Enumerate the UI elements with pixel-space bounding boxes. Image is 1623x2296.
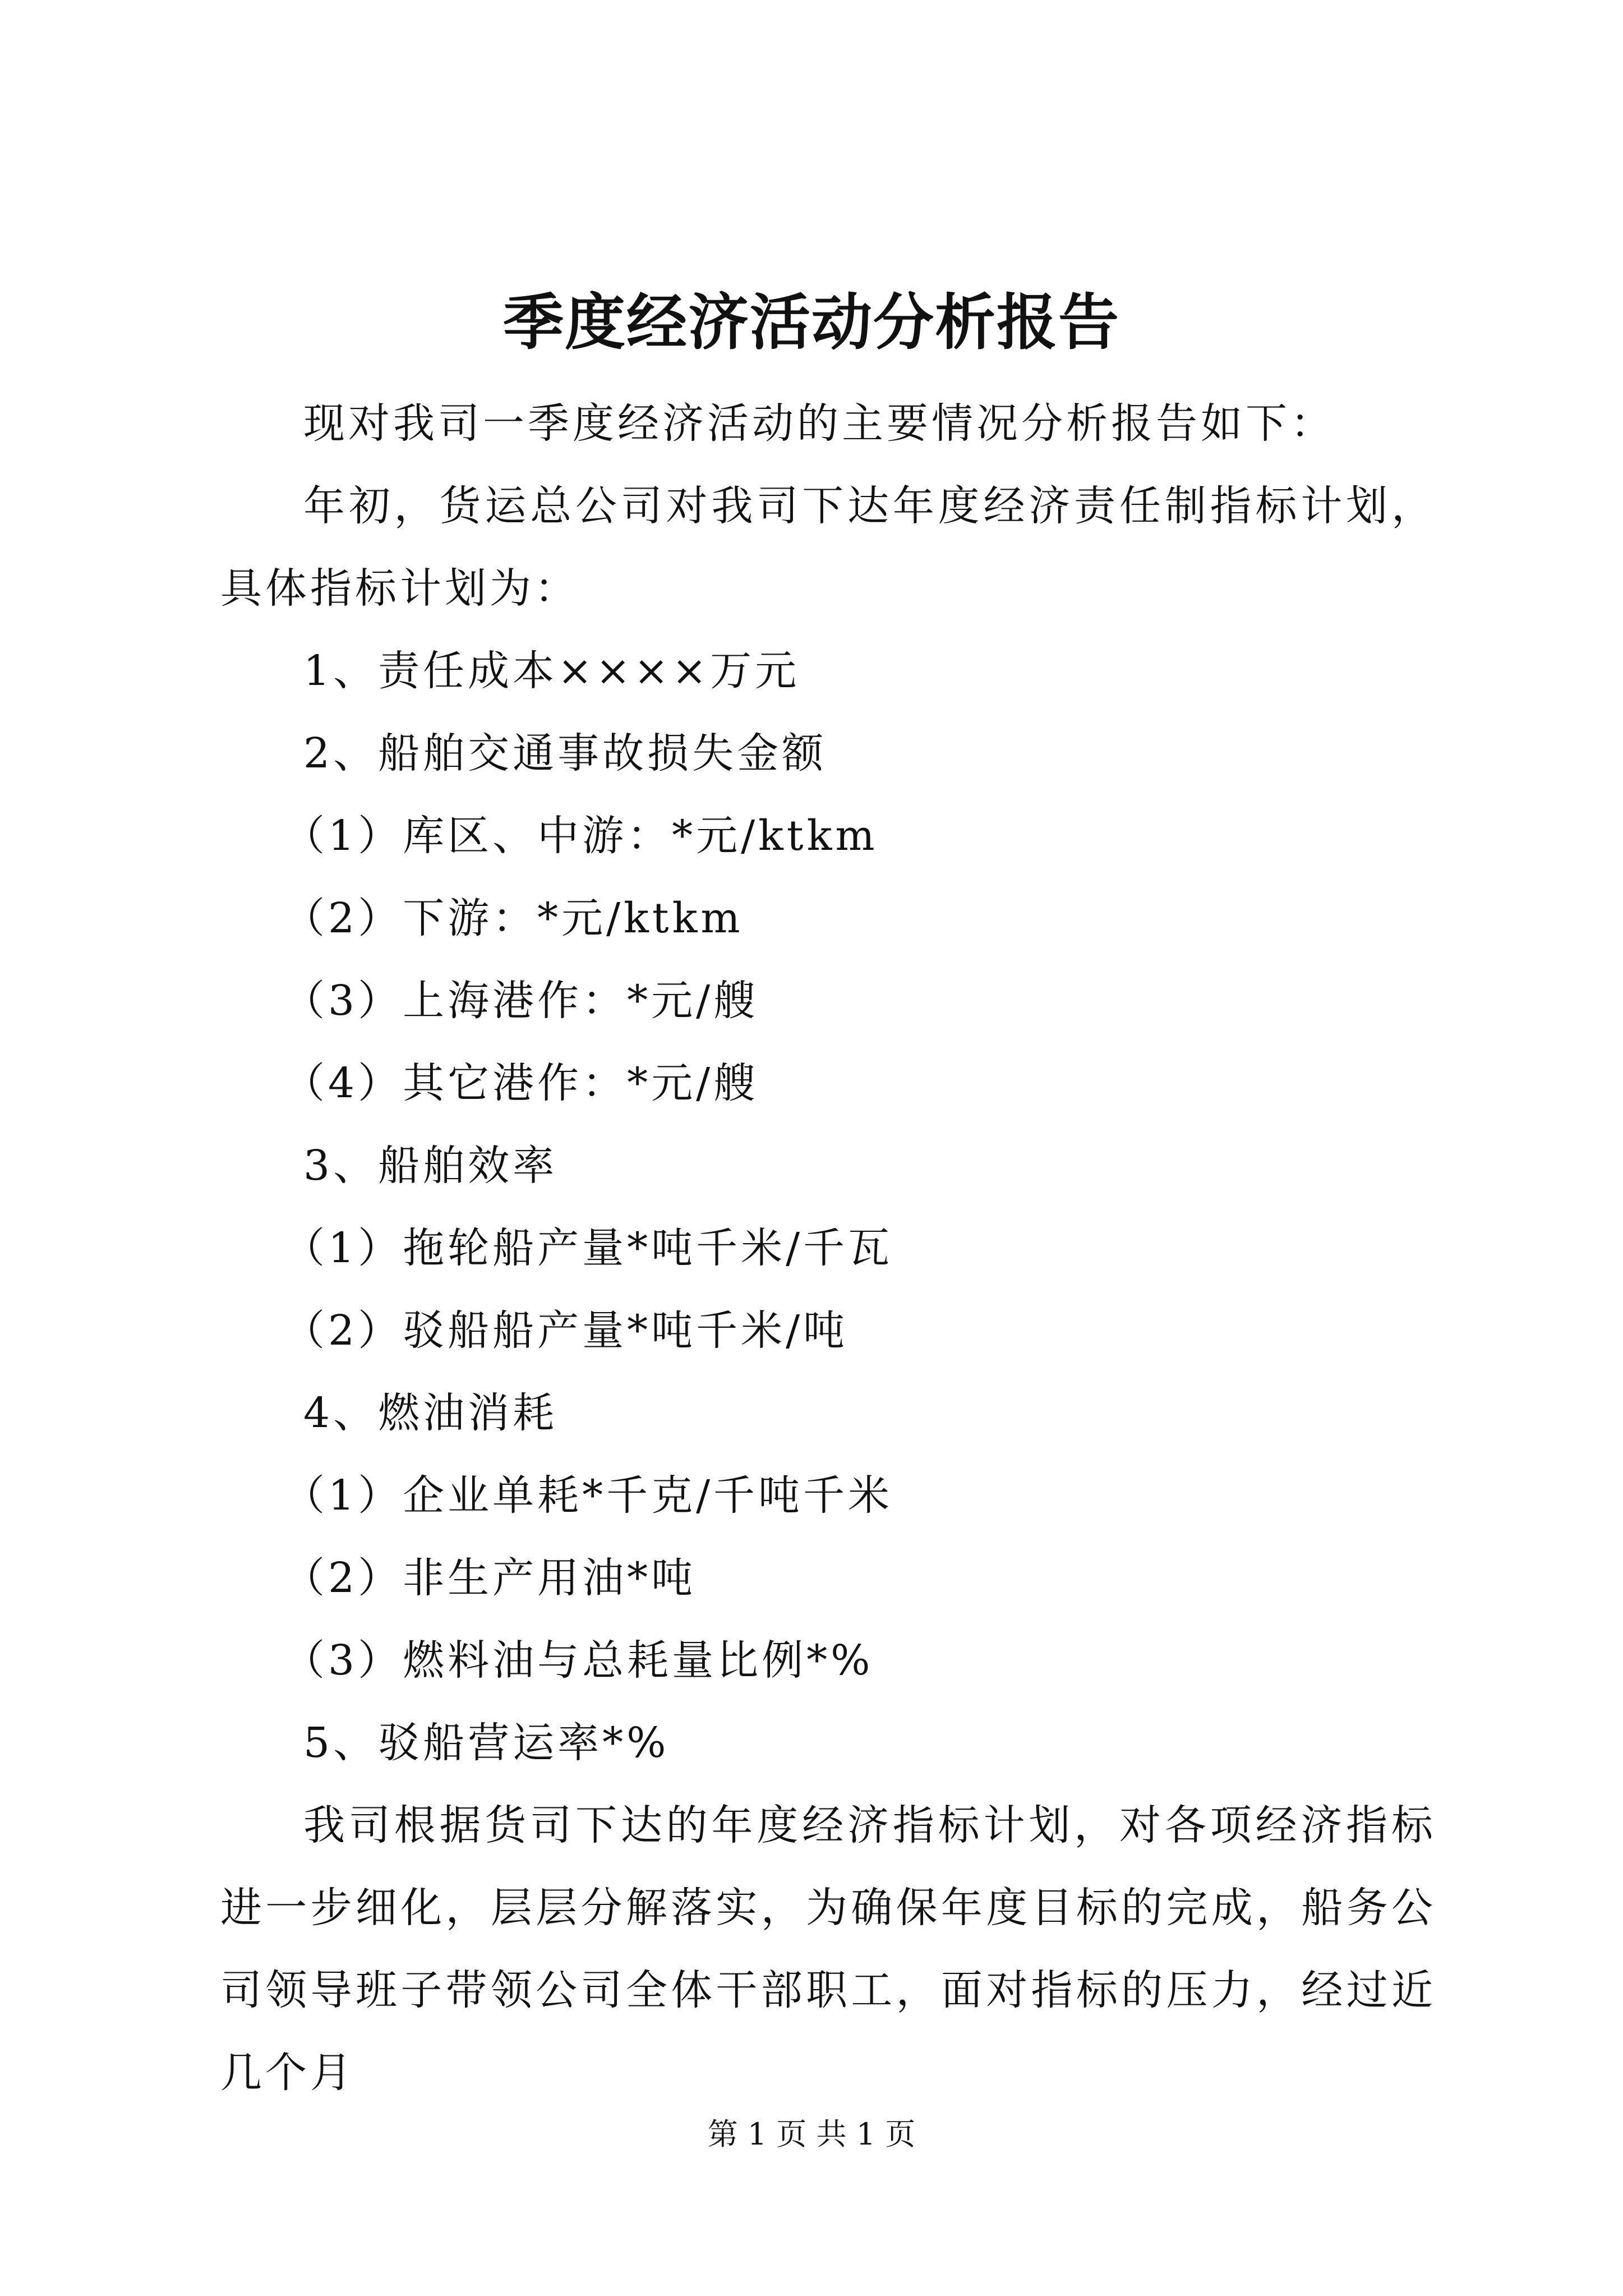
- sub-item-barge-output: （2）驳船船产量*吨千米/吨: [283, 1306, 849, 1355]
- sub-item-unit-consumption: （1）企业单耗*千克/千吨千米: [283, 1471, 893, 1520]
- list-item-fuel-consumption: 4、燃油消耗: [303, 1389, 558, 1437]
- plan-paragraph: 年初，货运总公司对我司下达年度经济责任制指标计划，具体指标计划为：: [220, 482, 1436, 613]
- sub-item-shanghai-harbor: （3）上海港作：*元/艘: [283, 977, 759, 1025]
- page-number-footer: 第 1 页 共 1 页: [707, 2116, 916, 2152]
- list-item-ship-efficiency: 3、船舶效率: [303, 1142, 558, 1190]
- implementation-paragraph: 我司根据货司下达的年度经济指标计划，对各项经济指标进一步细化，层层分解落实，为确保年度目标的完成，船务公司领导班子带领公司全体干部职工，面对指标的压力，经过近几个月: [220, 1801, 1436, 2097]
- sub-item-non-production-oil: （2）非生产用油*吨: [283, 1554, 697, 1602]
- sub-item-fuel-oil-ratio: （3）燃料油与总耗量比例*%: [283, 1636, 874, 1685]
- document-body: [220, 383, 1436, 2114]
- sub-item-downstream: （2）下游：*元/ktkm: [283, 894, 744, 942]
- sub-item-tugboat-output: （1）拖轮船产量*吨千米/千瓦: [283, 1224, 893, 1272]
- sub-item-reservoir-midstream: （1）库区、中游：*元/ktkm: [283, 812, 878, 860]
- list-item-accident-loss: 2、船舶交通事故损失金额: [303, 729, 827, 777]
- list-item-barge-operation-rate: 5、驳船营运率*%: [303, 1719, 670, 1767]
- intro-paragraph: 现对我司一季度经济活动的主要情况分析报告如下：: [303, 399, 1335, 448]
- sub-item-other-harbor: （4）其它港作：*元/艘: [283, 1059, 759, 1107]
- list-item-responsibility-cost: 1、责任成本××××万元: [303, 647, 800, 695]
- document-title: 季度经济活动分析报告: [502, 287, 1120, 358]
